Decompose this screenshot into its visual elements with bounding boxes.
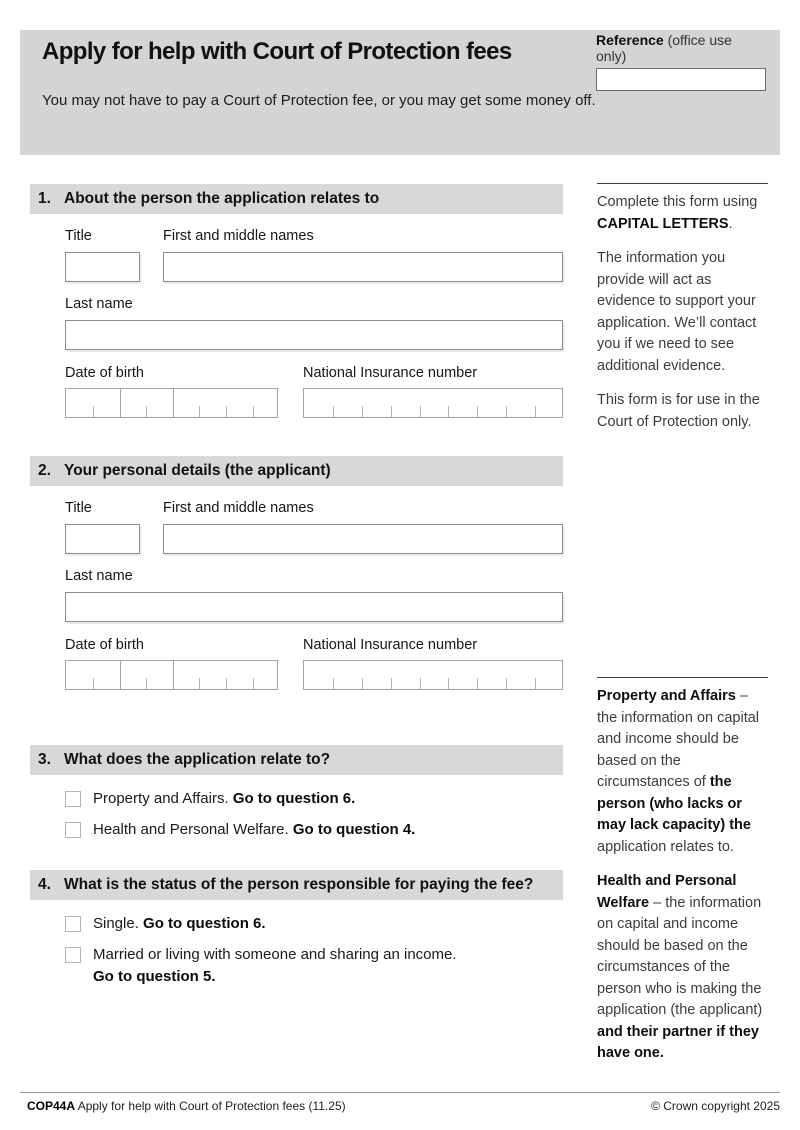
section-4-number: 4. xyxy=(38,876,51,893)
sidebar-note-instructions xyxy=(597,183,768,446)
dob-comb-field-1[interactable] xyxy=(65,388,278,418)
goto-text: Go to question 5. xyxy=(93,968,216,985)
section-4-heading: What is the status of the person responsible for paying the fee? xyxy=(64,876,534,893)
title-label-1: Title xyxy=(65,228,92,244)
nino-comb-field-2[interactable] xyxy=(303,660,563,690)
option-single-label xyxy=(93,916,266,932)
note-court-of-protection-only: This form is for use in the Court of Protection only. xyxy=(597,392,760,430)
section-3-heading: What does the application relate to? xyxy=(64,751,331,768)
note-health-and-personal-welfare: Health and Personal Welfare – the information on capital and income should be based on the circumstances of the person who is making the application (the applicant) and their partner if they have one. xyxy=(597,873,763,1061)
form-title-small: Apply for help with Court of Protection fees (11.25) xyxy=(75,1099,346,1113)
option-health-welfare xyxy=(65,822,563,838)
option-married xyxy=(65,947,563,985)
goto-text: Go to question 4. xyxy=(292,821,416,838)
checkbox-health-welfare[interactable] xyxy=(65,822,81,838)
section-4-content xyxy=(30,916,563,985)
section-2-content xyxy=(30,501,563,690)
last-name-label-2: Last name xyxy=(65,568,133,584)
first-names-label-2: First and middle names xyxy=(163,500,314,516)
option-property-affairs-label xyxy=(93,791,355,807)
page-footer xyxy=(20,1092,780,1113)
option-health-welfare-label xyxy=(93,822,415,838)
dob-comb-field-2[interactable] xyxy=(65,660,278,690)
nino-label-1: National Insurance number xyxy=(303,365,478,381)
option-single xyxy=(65,916,563,932)
first-middle-names-input-2[interactable] xyxy=(163,524,563,554)
dob-label-1: Date of birth xyxy=(65,365,144,381)
last-name-input-1[interactable] xyxy=(65,320,563,350)
last-name-label-1: Last name xyxy=(65,296,133,312)
copyright-text: © Crown copyright 2025 xyxy=(651,1099,780,1113)
section-1-number: 1. xyxy=(38,190,51,207)
section-1-heading: About the person the application relates to xyxy=(64,190,380,207)
section-2-number: 2. xyxy=(38,462,51,479)
last-name-input-2[interactable] xyxy=(65,592,563,622)
section-1-content xyxy=(30,229,563,418)
section-4-header xyxy=(30,870,563,900)
checkbox-property-affairs[interactable] xyxy=(65,791,81,807)
page-title: Apply for help with Court of Protection fees xyxy=(42,38,512,65)
sidebar-note-definitions xyxy=(597,677,768,1078)
reference-label xyxy=(596,32,766,64)
option-text: Health and Personal Welfare. xyxy=(93,821,289,838)
dob-label-2: Date of birth xyxy=(65,637,144,653)
section-4-payer-status xyxy=(30,870,563,985)
checkbox-married[interactable] xyxy=(65,947,81,963)
title-input-1[interactable] xyxy=(65,252,140,282)
option-text: Married or living with someone and sharing an income. xyxy=(93,946,457,963)
section-2-applicant xyxy=(30,456,563,690)
title-label-2: Title xyxy=(65,500,92,516)
nino-comb-field-1[interactable] xyxy=(303,388,563,418)
note-evidence: The information you provide will act as evidence to support your application. We’ll contact you if we need to see additional evidence. xyxy=(597,250,757,374)
checkbox-single[interactable] xyxy=(65,916,81,932)
header-band xyxy=(20,30,780,155)
first-names-label-1: First and middle names xyxy=(163,228,314,244)
note-capital-letters: Complete this form using CAPITAL LETTERS. xyxy=(597,194,758,232)
section-3-number: 3. xyxy=(38,751,51,768)
reference-label-bold: Reference xyxy=(596,32,664,48)
option-text: Property and Affairs. xyxy=(93,790,229,807)
title-input-2[interactable] xyxy=(65,524,140,554)
goto-text: Go to question 6. xyxy=(143,915,266,932)
section-3-header xyxy=(30,745,563,775)
section-1-person xyxy=(30,184,563,418)
nino-label-2: National Insurance number xyxy=(303,637,478,653)
intro-text: You may not have to pay a Court of Protection fee, or you may get some money off. xyxy=(42,92,596,109)
option-property-affairs xyxy=(65,791,563,807)
goto-text: Go to question 6. xyxy=(232,790,356,807)
reference-input[interactable] xyxy=(596,68,766,91)
section-1-header xyxy=(30,184,563,214)
section-3-application-type xyxy=(30,745,563,838)
footer-form-reference xyxy=(27,1099,346,1113)
reference-hint: (office use only) xyxy=(596,32,732,64)
reference-block xyxy=(596,32,766,91)
note-property-and-affairs: Property and Affairs – the information on capital and income should be based on the circumstances of the person (who lacks or may lack capacity) the application relates to. xyxy=(597,688,760,855)
section-3-content xyxy=(30,791,563,838)
option-married-label xyxy=(93,947,457,985)
section-2-header xyxy=(30,456,563,486)
form-id: COP44A xyxy=(27,1099,76,1113)
option-text: Single. xyxy=(93,915,139,932)
first-middle-names-input-1[interactable] xyxy=(163,252,563,282)
section-2-heading: Your personal details (the applicant) xyxy=(64,462,331,479)
